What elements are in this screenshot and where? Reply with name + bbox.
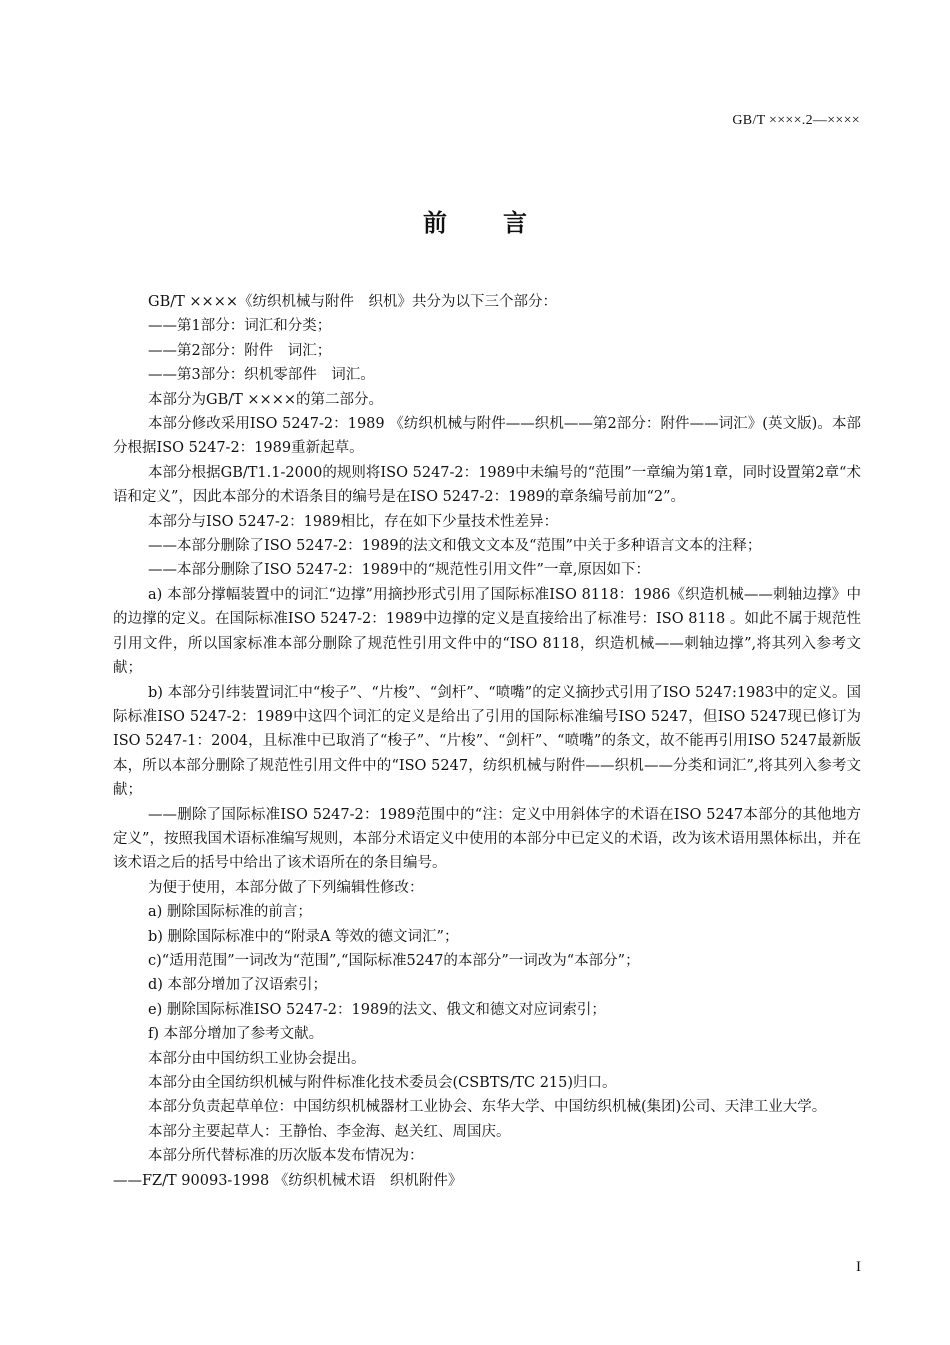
paragraph: 本部分所代替标准的历次版本发布情况为： <box>148 1148 424 1165</box>
body-text <box>113 290 861 1193</box>
paragraph: ——本部分删除了ISO 5247-2：1989中的“规范性引用文件”一章,原因如下： <box>148 562 651 579</box>
paragraph: c)“适用范围”一词改为“范围”,“国际标准5247的本部分”一词改为“本部分”； <box>148 952 640 969</box>
paragraph: 本部分修改采用ISO 5247-2：1989 《纺织机械与附件——织机——第2部分：附件——词汇》(英文版)。本部分根据ISO 5247-2：1989重新起草。 <box>113 416 861 457</box>
paragraph: b) 删除国际标准中的“附录A 等效的德文词汇”； <box>148 928 459 945</box>
document-code: GB/T ××××.2—×××× <box>732 113 860 128</box>
paragraph: 本部分由中国纺织工业协会提出。 <box>148 1050 366 1067</box>
paragraph: 本部分与ISO 5247-2：1989相比，存在如下少量技术性差异： <box>148 513 559 530</box>
paragraph: ——第3部分：织机零部件 词汇。 <box>148 367 375 384</box>
paragraph: a) 删除国际标准的前言； <box>148 904 312 921</box>
paragraph: 为便于使用，本部分做了下列编辑性修改： <box>148 879 424 896</box>
paragraph: e) 删除国际标准ISO 5247-2：1989的法文、俄文和德文对应词索引； <box>148 1001 606 1018</box>
paragraph: b) 本部分引纬装置词汇中“梭子”、“片梭”、“剑杆”、“喷嘴”的定义摘抄式引用了ISO 5247:1983中的定义。国际标准ISO 5247-2：1989中这四个词汇的定义是给出了引用的国际标准编号ISO 5247，但ISO 5247现已修订为ISO 5247-1：2004，且标准中已取消了“梭子”、“片梭”、“剑杆”、“喷嘴”的条文，故不能再引用ISO 5247最新版本，所以本部分删除了规范性引用文件中的“ISO 5247，纺织机械与附件——织机——分类和词汇”,将其列入参考文献； <box>113 684 861 799</box>
paragraph: d) 本部分增加了汉语索引； <box>148 977 328 994</box>
paragraph: 本部分为GB/T ××××的第二部分。 <box>148 391 384 408</box>
paragraph: ——第2部分：附件 词汇； <box>148 342 332 359</box>
page-title: 前言 <box>423 208 583 237</box>
paragraph: 本部分主要起草人：王静怡、李金海、赵关红、周国庆。 <box>148 1123 511 1140</box>
paragraph: 本部分由全国纺织机械与附件标准化技术委员会(CSBTS/TC 215)归口。 <box>148 1075 617 1091</box>
paragraph: ——本部分删除了ISO 5247-2：1989的法文和俄文文本及“范围”中关于多种语言文本的注释； <box>148 538 762 555</box>
page-number: I <box>856 1259 861 1275</box>
paragraph: ——第1部分：词汇和分类； <box>148 318 332 335</box>
paragraph: 本部分根据GB/T1.1-2000的规则将ISO 5247-2：1989中未编号的“范围”一章编为第1章，同时设置第2章“术语和定义”，因此本部分的术语条目的编号是在ISO 5247-2：1989的章条编号前加“2”。 <box>113 464 861 506</box>
paragraph: ——FZ/T 90093-1998 《纺织机械术语 织机附件》 <box>113 1172 463 1189</box>
paragraph: 本部分负责起草单位：中国纺织机械器材工业协会、东华大学、中国纺织机械(集团)公司、天津工业大学。 <box>148 1099 827 1116</box>
paragraph: GB/T ××××《纺织机械与附件 织机》共分为以下三个部分： <box>148 294 557 310</box>
paragraph: ——删除了国际标准ISO 5247-2：1989范围中的“注：定义中用斜体字的术语在ISO 5247本部分的其他地方定义”，按照我国术语标准编写规则，本部分术语定义中使用的本部分中已定义的术语，改为该术语用黑体标出，并在该术语之后的括号中给出了该术语所在的条目编号。 <box>113 806 861 872</box>
paragraph: f) 本部分增加了参考文献。 <box>148 1026 324 1043</box>
paragraph: a) 本部分撑幅装置中的词汇“边撑”用摘抄形式引用了国际标准ISO 8118：1986《织造机械——刺轴边撑》中的边撑的定义。在国际标准ISO 5247-2：1989中边撑的定义是直接给出了标准号：ISO 8118 。如此不属于规范性引用文件，所以国家标准本部分删除了规范性引用文件中的“ISO 8118，织造机械——刺轴边撑”,将其列入参考文献； <box>113 586 861 677</box>
